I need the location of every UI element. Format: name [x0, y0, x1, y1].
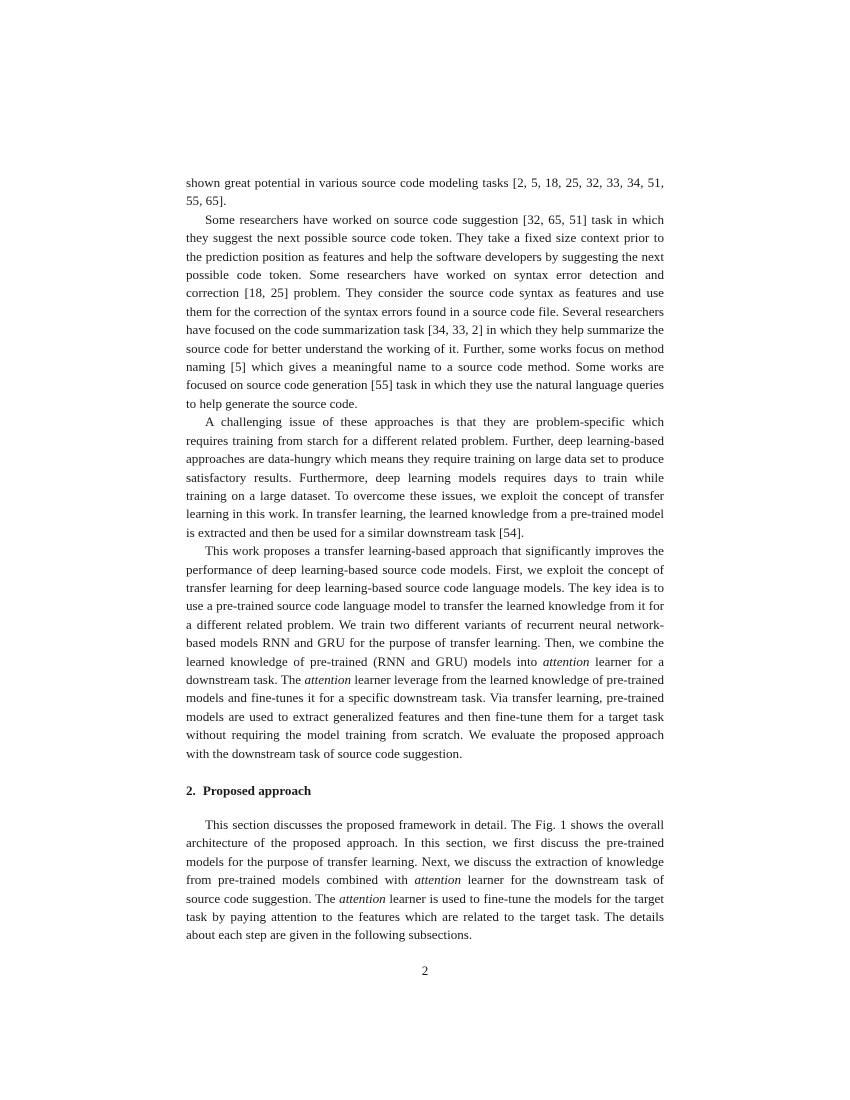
- paragraph-text: learner for the downstream task of source code suggestion. The: [186, 872, 664, 906]
- section-title: Proposed approach: [202, 783, 312, 798]
- emphasized-term: attention: [304, 671, 351, 687]
- section-paragraphs: [186, 816, 664, 945]
- paragraph: [186, 174, 664, 211]
- emphasized-term: attention: [414, 872, 461, 888]
- paragraph: [186, 816, 664, 945]
- paragraph: [186, 542, 664, 763]
- emphasized-term: attention: [542, 653, 590, 669]
- paragraph-text: learner for a downstream task. The: [186, 653, 665, 687]
- paragraph-text: Some researchers have worked on source code suggestion [32, 65, 51] task in which they suggest the next possible source code token. They take a fixed size context prior to the prediction position as features and help the software developers by suggesting the next possible code token. Some researchers have worked on syntax error detection and correction [18, 25] problem. They consider the source code syntax as features and use them for the correction of the syntax errors found in a source code file. Several researchers have focused on the code summarization task [34, 33, 2] in which they help summarize the source code for better understand the working of it. Further, some works focus on method naming [5] which gives a meaningful name to a source code method. Some works are focused on source code generation [55] task in which they use the natural language queries to help generate the source code.: [186, 211, 664, 411]
- paragraph: [186, 413, 664, 542]
- page-body: [186, 174, 664, 945]
- paragraph-text: learner leverage from the learned knowledge of pre-trained models and fine-tunes it for a specific downstream task. Via transfer learning, pre-trained models are used to extract generalized features and then fine-tune them for a target task without requiring the model training from scratch. We evaluate the proposed approach with the downstream task of source code suggestion.: [186, 671, 664, 761]
- paragraph-text: This section discusses the proposed framework in detail. The Fig. 1 shows the overall architecture of the proposed approach. In this section, we first discuss the pre-trained models for the purpose of transfer learning. Next, we discuss the extraction of knowledge from pre-trained models combined with: [186, 817, 664, 888]
- paragraph-text: learner is used to fine-tune the models for the target task by paying attention to the features which are related to the target task. The details about each step are given in the following subsections.: [186, 890, 664, 943]
- intro-paragraphs: [186, 174, 664, 763]
- section-heading: [186, 782, 664, 800]
- paragraph: [186, 211, 664, 413]
- section-number: 2.: [186, 783, 196, 798]
- page-number: 2: [421, 963, 429, 978]
- paragraph-text: This work proposes a transfer learning-based approach that significantly improves the performance of deep learning-based source code models. First, we exploit the concept of transfer learning for deep learning-based source code language models. The key idea is to use a pre-trained source code language model to transfer the learned knowledge from it for a different related problem. We train two different variants of recurrent neural network-based models RNN and GRU for the purpose of transfer learning. Then, we combine the learned knowledge of pre-trained (RNN and GRU) models into: [186, 543, 664, 669]
- paragraph-text: A challenging issue of these approaches is that they are problem-specific which requires training from starch for a different related problem. Further, deep learning-based approaches are data-hungry which means they require training on large data set to produce satisfactory results. Furthermore, deep learning models requires days to train while training on a large dataset. To overcome these issues, we exploit the concept of transfer learning in this work. In transfer learning, the learned knowledge from a pre-trained model is extracted and then be used for a similar downstream task [54].: [186, 414, 664, 540]
- paragraph-text: shown great potential in various source code modeling tasks [2, 5, 18, 25, 32, 33, 34, 51, 55, 65].: [186, 175, 664, 209]
- emphasized-term: attention: [339, 890, 386, 906]
